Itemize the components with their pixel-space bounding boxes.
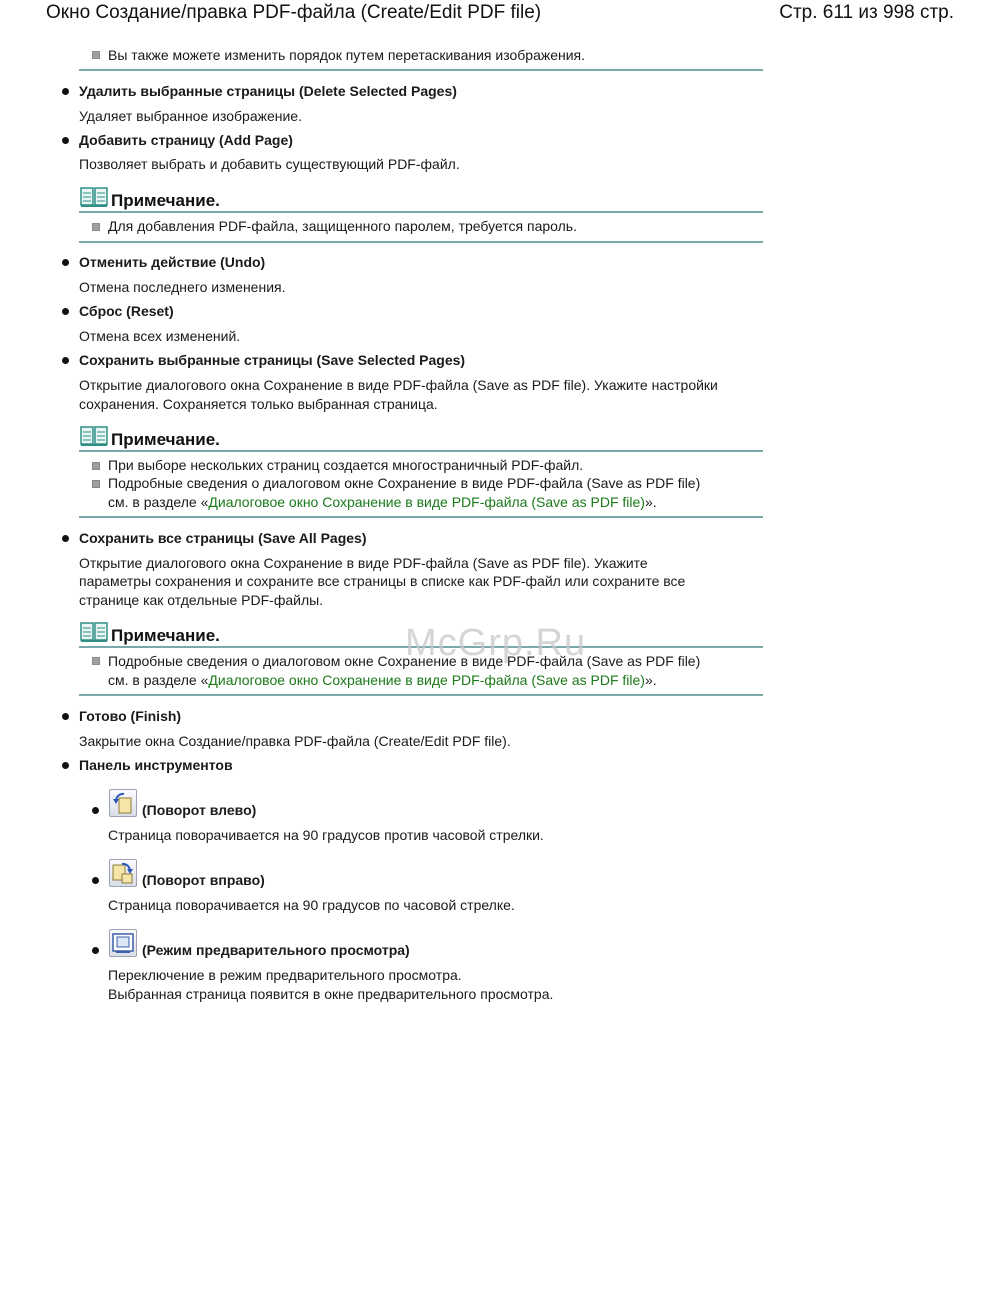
rotate-left-icon xyxy=(109,789,137,817)
bullet-icon xyxy=(92,947,99,954)
page-counter: Стр. 611 из 998 стр. xyxy=(779,2,954,23)
item-desc-delete: Удаляет выбранное изображение. xyxy=(79,108,302,124)
book-icon xyxy=(80,186,108,208)
note-heading: Примечание. xyxy=(111,626,220,645)
tool-desc-preview: Выбранная страница появится в окне предварительного просмотра. xyxy=(108,986,554,1002)
save-as-pdf-link[interactable]: Диалоговое окно Сохранение в виде PDF-файла (Save as PDF file) xyxy=(208,672,645,688)
top-note-text: Вы также можете изменить порядок путем перетаскивания изображения. xyxy=(108,47,586,63)
item-desc-save-all: странице как отдельные PDF-файлы. xyxy=(79,592,324,608)
save-as-pdf-link[interactable]: Диалоговое окно Сохранение в виде PDF-файла (Save as PDF file) xyxy=(208,494,645,510)
note-text-line xyxy=(108,493,657,512)
tool-desc-rotate-left: Страница поворачивается на 90 градусов против часовой стрелки. xyxy=(108,827,544,843)
item-title-add: Добавить страницу (Add Page) xyxy=(79,132,293,148)
note-text: Для добавления PDF-файла, защищенного паролем, требуется пароль. xyxy=(108,218,577,234)
book-icon xyxy=(80,621,108,643)
tool-desc-preview: Переключение в режим предварительного просмотра. xyxy=(108,967,462,983)
item-desc-reset: Отмена всех изменений. xyxy=(79,328,241,344)
divider xyxy=(79,69,763,71)
note-text: Подробные сведения о диалоговом окне Сохранение в виде PDF-файла (Save as PDF file) xyxy=(108,475,701,491)
divider xyxy=(79,694,763,696)
square-bullet-icon xyxy=(92,462,100,470)
page-title: Окно Создание/правка PDF-файла (Create/Edit PDF file) xyxy=(46,2,542,23)
bullet-icon xyxy=(92,877,99,884)
item-title-toolbar: Панель инструментов xyxy=(79,757,233,773)
bullet-icon xyxy=(62,88,69,95)
note-text: ». xyxy=(644,494,657,510)
item-desc-add: Позволяет выбрать и добавить существующий PDF-файл. xyxy=(79,156,460,172)
note-text-line xyxy=(108,671,657,690)
bullet-icon xyxy=(62,259,69,266)
note-heading: Примечание. xyxy=(111,430,220,449)
item-desc-save-selected: сохранения. Сохраняется только выбранная страница. xyxy=(79,396,438,412)
preview-mode-icon xyxy=(109,929,137,957)
square-bullet-icon xyxy=(92,480,100,488)
bullet-icon xyxy=(62,357,69,364)
note-text: см. в разделе « xyxy=(108,494,209,510)
square-bullet-icon xyxy=(92,51,100,59)
item-desc-save-selected: Открытие диалогового окна Сохранение в виде PDF-файла (Save as PDF file). Укажите настройки xyxy=(79,377,718,393)
item-title-delete: Удалить выбранные страницы (Delete Selected Pages) xyxy=(79,83,457,99)
item-desc-undo: Отмена последнего изменения. xyxy=(79,279,286,295)
item-title-reset: Сброс (Reset) xyxy=(79,303,174,319)
watermark: McGrp.Ru xyxy=(405,622,587,664)
tool-desc-rotate-right: Страница поворачивается на 90 градусов по часовой стрелке. xyxy=(108,897,515,913)
note-text: При выборе нескольких страниц создается многостраничный PDF-файл. xyxy=(108,457,584,473)
note-heading: Примечание. xyxy=(111,191,220,210)
item-title-save-all: Сохранить все страницы (Save All Pages) xyxy=(79,530,367,546)
item-desc-finish: Закрытие окна Создание/правка PDF-файла (Create/Edit PDF file). xyxy=(79,733,511,749)
item-title-undo: Отменить действие (Undo) xyxy=(79,254,266,270)
divider xyxy=(79,516,763,518)
book-icon xyxy=(80,425,108,447)
item-title-finish: Готово (Finish) xyxy=(79,708,182,724)
divider xyxy=(79,450,763,452)
square-bullet-icon xyxy=(92,223,100,231)
bullet-icon xyxy=(62,713,69,720)
bullet-icon xyxy=(92,807,99,814)
tool-title-preview: (Режим предварительного просмотра) xyxy=(142,942,410,958)
bullet-icon xyxy=(62,535,69,542)
item-desc-save-all: параметры сохранения и сохраните все страницы в списке как PDF-файл или сохраните все xyxy=(79,573,686,589)
tool-title-rotate-left: (Поворот влево) xyxy=(142,802,257,818)
rotate-right-icon xyxy=(109,859,137,887)
bullet-icon xyxy=(62,308,69,315)
tool-title-rotate-right: (Поворот вправо) xyxy=(142,872,265,888)
bullet-icon xyxy=(62,762,69,769)
note-text: см. в разделе « xyxy=(108,672,209,688)
bullet-icon xyxy=(62,137,69,144)
divider xyxy=(79,211,763,213)
item-desc-save-all: Открытие диалогового окна Сохранение в виде PDF-файла (Save as PDF file). Укажите xyxy=(79,555,648,571)
note-text: Подробные сведения о диалоговом окне Сохранение в виде PDF-файла (Save as PDF file) xyxy=(108,653,701,669)
square-bullet-icon xyxy=(92,657,100,665)
item-title-save-selected: Сохранить выбранные страницы (Save Selected Pages) xyxy=(79,352,466,368)
divider xyxy=(79,241,763,243)
note-text: ». xyxy=(644,672,657,688)
